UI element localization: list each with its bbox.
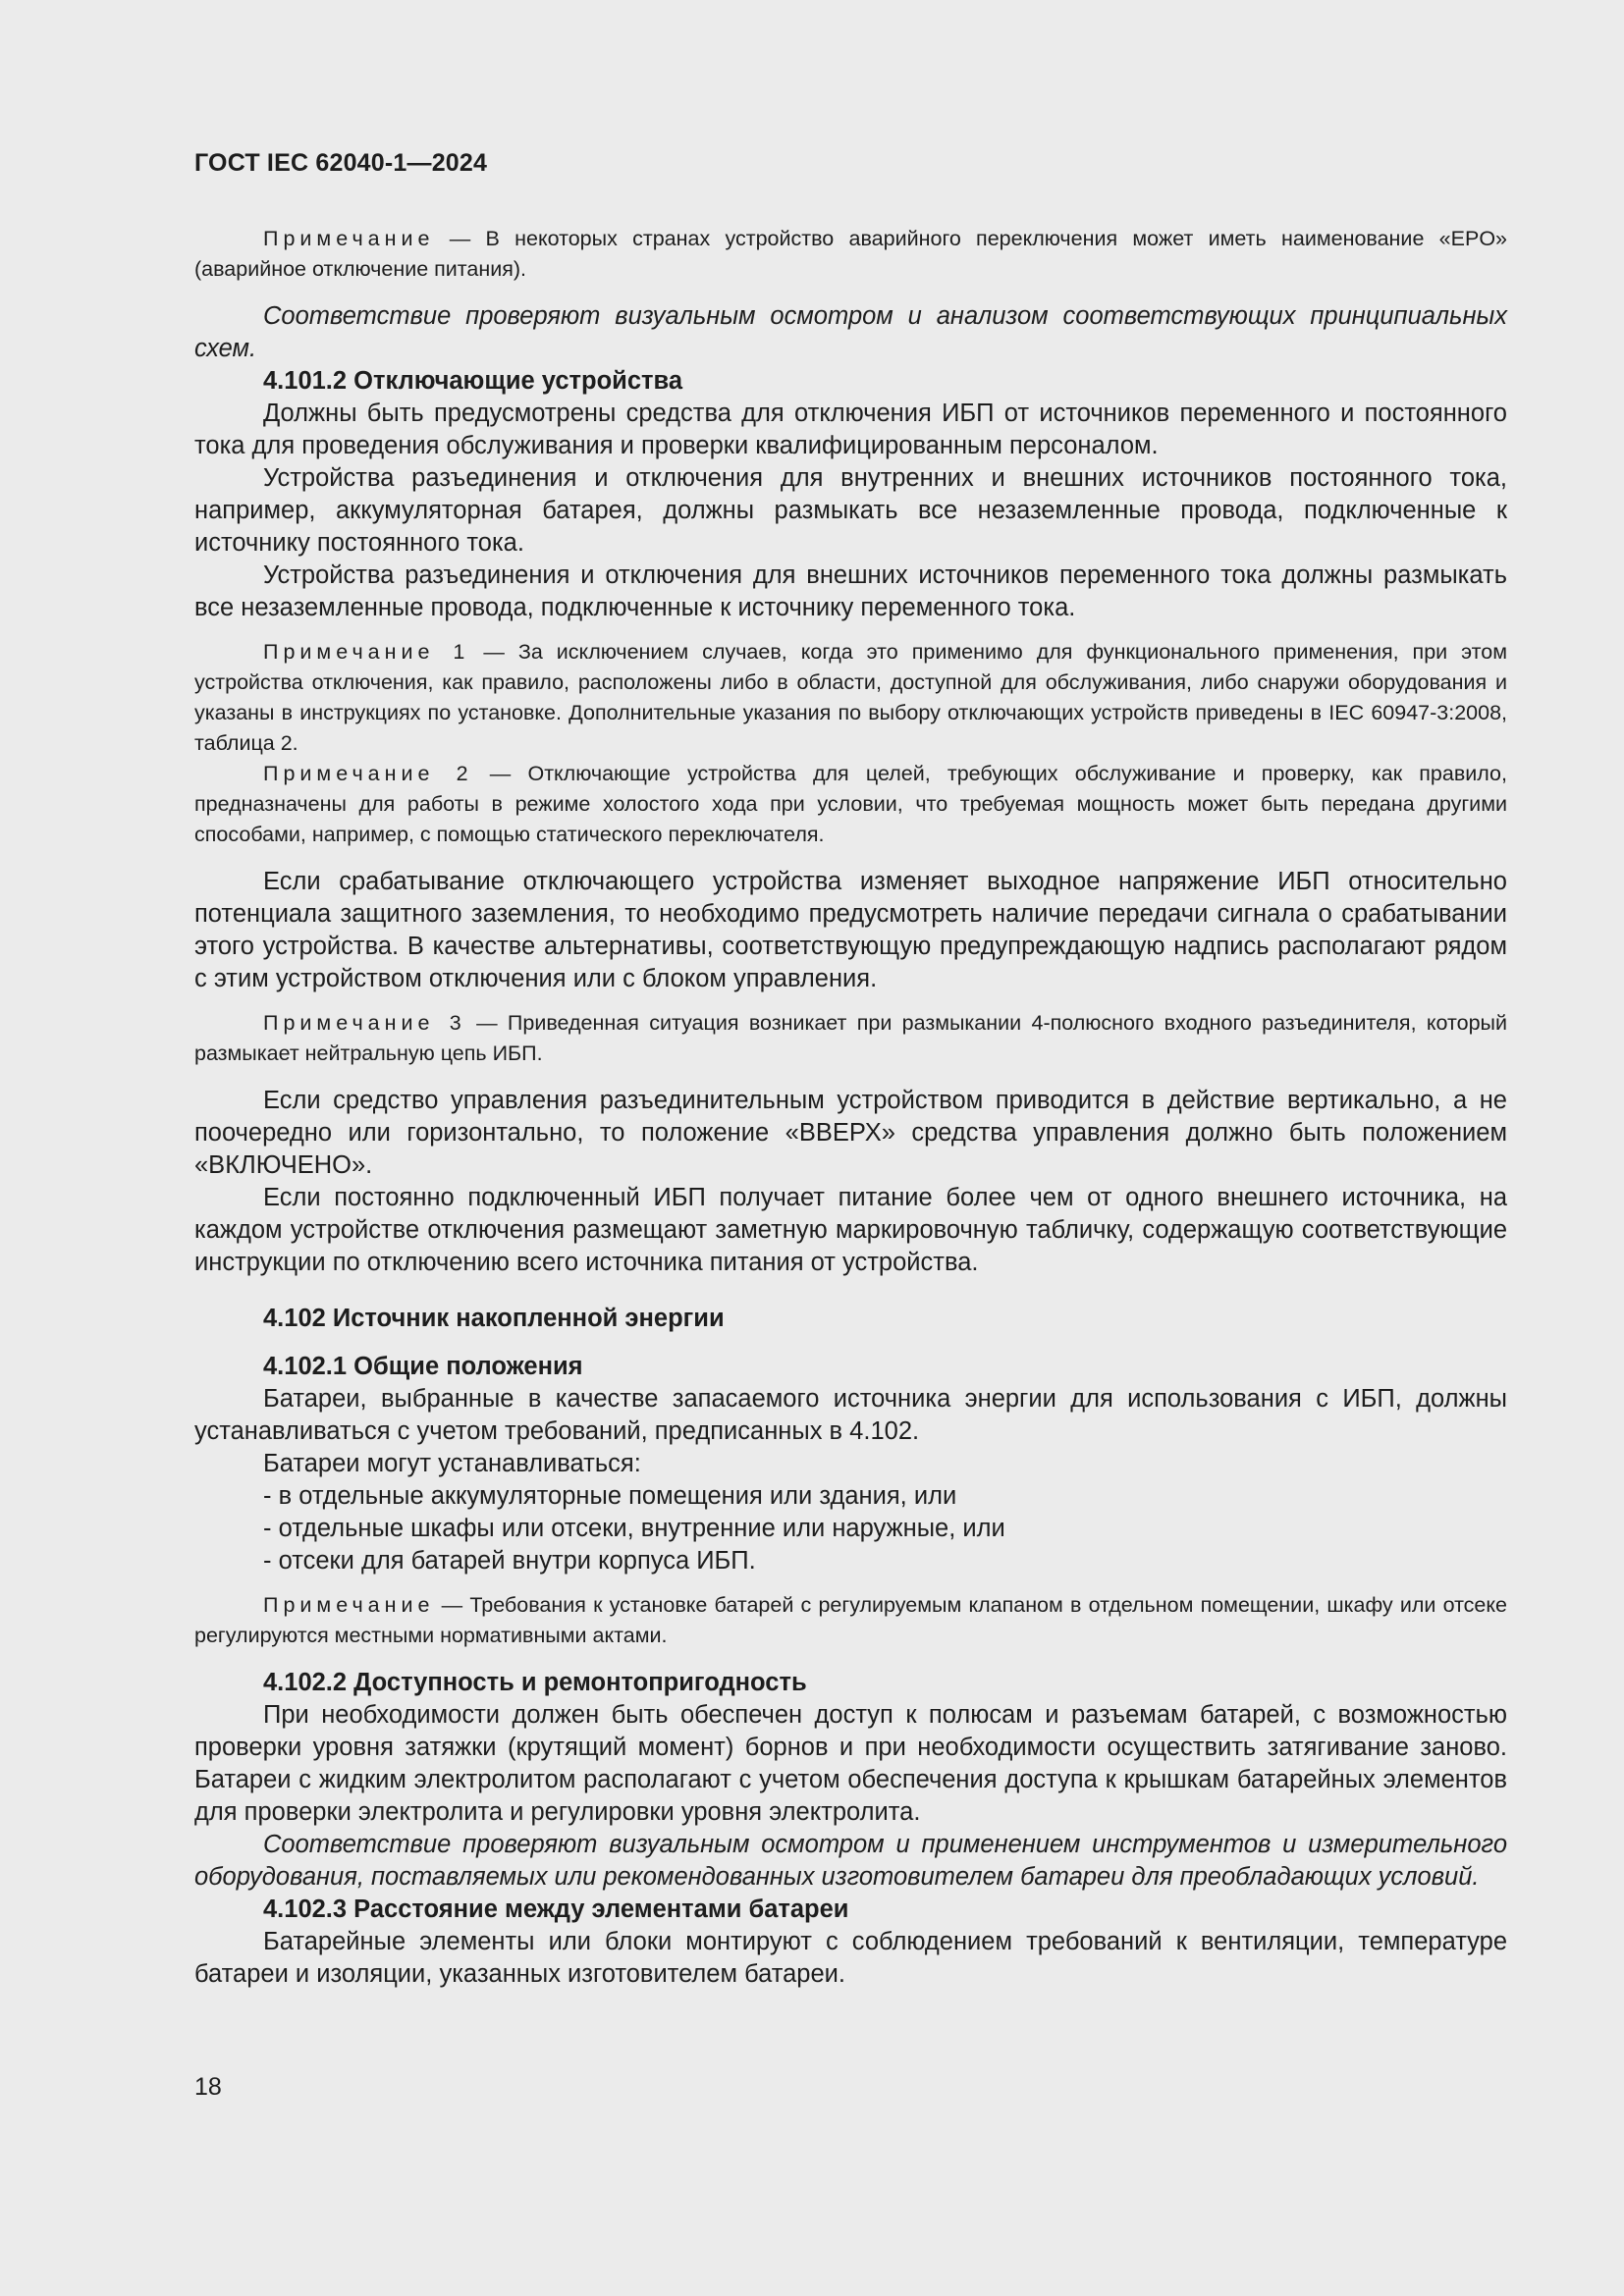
page-number: 18 — [194, 2073, 222, 2101]
note-label: Примечание 3 — [263, 1011, 466, 1035]
paragraph: Устройства разъединения и отключения для внутренних и внешних источников постоянного тока, например, аккумуляторная батарея, должны размыкать все незаземленные провода, подключенные к источнику постоянного тока. — [194, 464, 1507, 557]
note-vrla — [194, 1590, 1507, 1651]
section-heading-4-102-1: 4.102.1 Общие положения — [263, 1353, 583, 1380]
section-heading-4-102: 4.102 Источник накопленной энергии — [263, 1305, 725, 1332]
note-1 — [194, 637, 1507, 759]
list-item: - отсеки для батарей внутри корпуса ИБП. — [263, 1547, 756, 1575]
page-content — [194, 224, 1507, 1991]
note-text: — Отключающие устройства для целей, требующих обслуживание и проверку, как правило, предназначены для работы в режиме холостого хода при условии, что требуемая мощность может быть передана другими способами, например, с помощью статического переключателя. — [194, 762, 1507, 846]
paragraph: Должны быть предусмотрены средства для отключения ИБП от источников переменного и постоянного тока для проведения обслуживания и проверки квалифицированным персоналом. — [194, 400, 1507, 459]
note-epo — [194, 224, 1507, 285]
note-label: Примечание 1 — [263, 640, 470, 664]
paragraph: Устройства разъединения и отключения для внешних источников переменного тока должны размыкать все незаземленные провода, подключенные к источнику переменного тока. — [194, 561, 1507, 621]
list-item: - в отдельные аккумуляторные помещения или здания, или — [263, 1482, 957, 1510]
list-item: - отдельные шкафы или отсеки, внутренние или наружные, или — [263, 1515, 1005, 1542]
note-label: Примечание — [263, 1593, 435, 1617]
paragraph: При необходимости должен быть обеспечен доступ к полюсам и разъемам батарей, с возможностью проверки уровня затяжки (крутящий момент) борнов и при необходимости осуществить затягивание заново. Батареи с жидким электролитом располагают с учетом обеспечения доступа к крышкам батарейных элементов для проверки электролита и регулировки уровня электролита. — [194, 1701, 1507, 1826]
section-heading-4-102-3: 4.102.3 Расстояние между элементами батареи — [263, 1896, 849, 1923]
paragraph: Если постоянно подключенный ИБП получает питание более чем от одного внешнего источника, на каждом устройстве отключения размещают заметную маркировочную табличку, содержащую соответствующие инструкции по отключению всего источника питания от устройства. — [194, 1184, 1507, 1276]
note-label: Примечание — [263, 227, 435, 250]
section-heading-4-102-2: 4.102.2 Доступность и ремонтопригодность — [263, 1669, 807, 1696]
compliance-statement: Соответствие проверяют визуальным осмотром и применением инструментов и измерительного оборудования, поставляемых или рекомендованных изготовителем батареи для преобладающих условий. — [194, 1831, 1507, 1891]
paragraph: Если средство управления разъединительным устройством приводится в действие вертикально, а не поочередно или горизонтально, то положение «ВВЕРХ» средства управления должно быть положением «ВКЛЮЧЕНО». — [194, 1087, 1507, 1179]
paragraph: Батареи могут устанавливаться: — [263, 1450, 641, 1477]
note-text: — За исключением случаев, когда это применимо для функционального применения, при этом устройства отключения, как правило, расположены либо в области, доступной для обслуживания, либо снаружи оборудования и указаны в инструкциях по установке. Дополнительные указания по выбору отключающих устройств приведены в IEC 60947-3:2008, таблица 2. — [194, 640, 1507, 755]
paragraph: Батареи, выбранные в качестве запасаемого источника энергии для использования с ИБП, должны устанавливаться с учетом требований, предписанных в 4.102. — [194, 1385, 1507, 1445]
document-code: ГОСТ IEC 62040-1—2024 — [194, 149, 488, 177]
note-text: — Требования к установке батарей с регулируемым клапаном в отдельном помещении, шкафу или отсеке регулируются местными нормативными актами. — [194, 1593, 1507, 1647]
note-label: Примечание 2 — [263, 762, 473, 785]
compliance-statement: Соответствие проверяют визуальным осмотром и анализом соответствующих принципиальных схем. — [194, 302, 1507, 362]
note-text: — В некоторых странах устройство аварийного переключения может иметь наименование «EPO» (аварийное отключение питания). — [194, 227, 1507, 281]
note-2 — [194, 759, 1507, 850]
note-text: — Приведенная ситуация возникает при размыкании 4-полюсного входного разъединителя, который размыкает нейтральную цепь ИБП. — [194, 1011, 1507, 1065]
paragraph: Батарейные элементы или блоки монтируют с соблюдением требований к вентиляции, температуре батареи и изоляции, указанных изготовителем батареи. — [194, 1928, 1507, 1988]
note-3 — [194, 1008, 1507, 1069]
section-heading-4-101-2: 4.101.2 Отключающие устройства — [263, 367, 683, 395]
paragraph: Если срабатывание отключающего устройства изменяет выходное напряжение ИБП относительно потенциала защитного заземления, то необходимо предусмотреть наличие передачи сигнала о срабатывании этого устройства. В качестве альтернативы, соответствующую предупреждающую надпись располагают рядом с этим устройством отключения или с блоком управления. — [194, 868, 1507, 992]
